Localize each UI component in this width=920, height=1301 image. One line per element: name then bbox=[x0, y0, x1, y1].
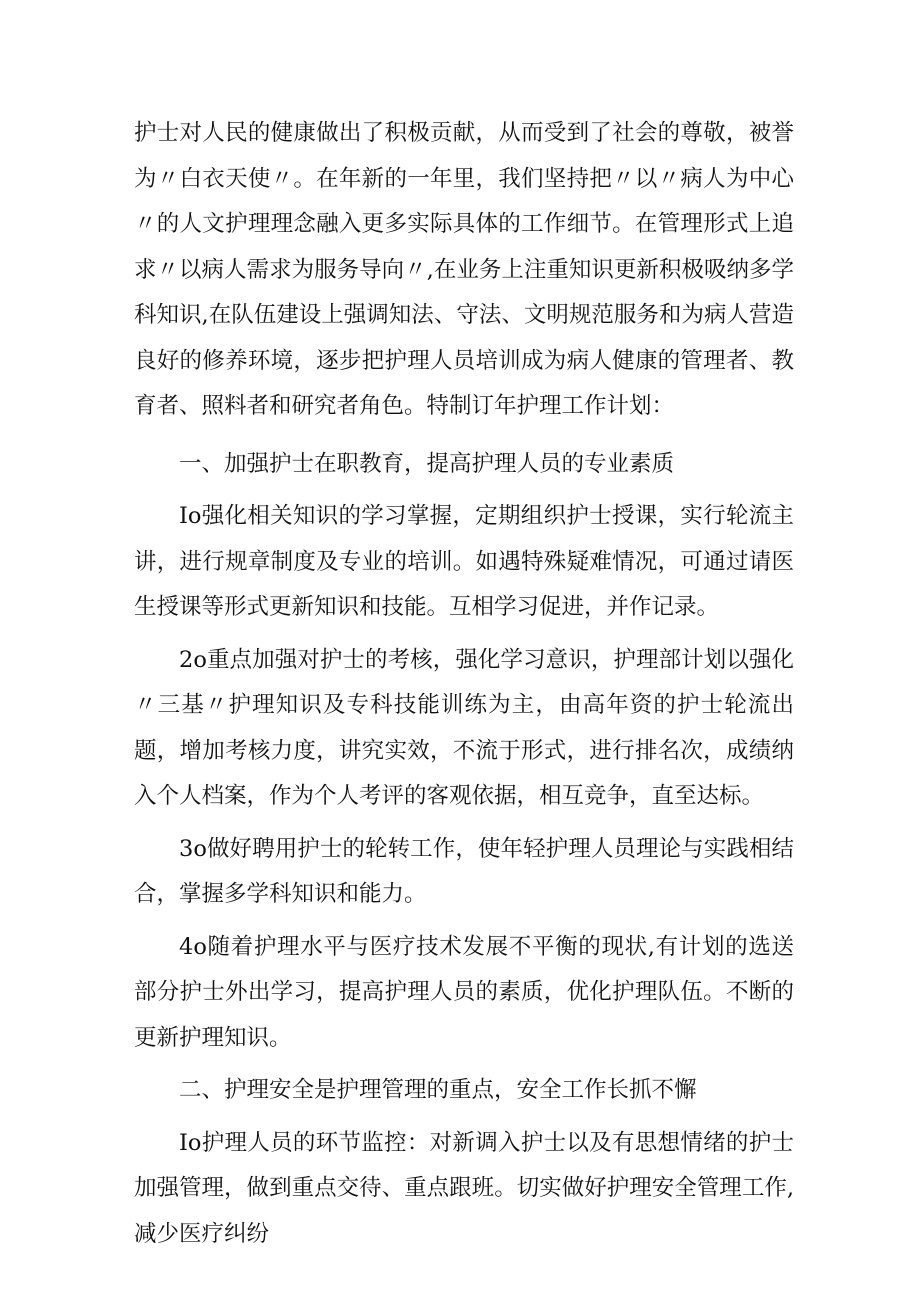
section-heading-2: 二、护理安全是护理管理的重点，安全工作长抓不懈 bbox=[179, 1077, 697, 1103]
list-item: 2o重点加强对护士的考核，强化学习意识，护理部计划以强化〃三基〃护理知识及专科技能训练为主，由高年资的护士轮流出题，增加考核力度，讲究实效，不流于形式，进行排名次，成绩纳入个人档案，作为个人考评的客观依据，相互竞争，直至达标。 bbox=[134, 646, 794, 809]
section-heading-1: 一、加强护士在职教育，提高护理人员的专业素质 bbox=[179, 450, 675, 477]
list-item: Io护理人员的环节监控：对新调入护士以及有思想情绪的护士加强管理，做到重点交待、重点跟班。切实做好护理安全管理工作,减少医疗纠纷 bbox=[134, 1129, 794, 1247]
document-page bbox=[134, 111, 794, 1257]
list-item: Io强化相关知识的学习掌握，定期组织护士授课，实行轮流主讲，进行规章制度及专业的培训。如遇特殊疑难情况，可通过请医生授课等形式更新知识和技能。互相学习促进，并作记录。 bbox=[134, 503, 794, 620]
intro-paragraph: 护士对人民的健康做出了积极贡献，从而受到了社会的尊敬，被誉为〃白衣天使〃。在年新的一年里，我们坚持把〃以〃病人为中心〃的人文护理理念融入更多实际具体的工作细节。在管理形式上追求〃以病人需求为服务导向〃,在业务上注重知识更新积极吸纳多学科知识,在队伍建设上强调知法、守法、文明规范服务和为病人营造良好的修养环境，逐步把护理人员培训成为病人健康的管理者、教育者、照料者和研究者角色。特制订年护理工作计划： bbox=[134, 120, 794, 419]
list-item: 3o做好聘用护士的轮转工作，使年轻护理人员理论与实践相结合，掌握多学科知识和能力。 bbox=[134, 835, 794, 907]
list-item: 4o随着护理水平与医疗技术发展不平衡的现状,有计划的选送部分护士外出学习，提高护理人员的素质，优化护理队伍。不断的更新护理知识。 bbox=[134, 933, 794, 1051]
